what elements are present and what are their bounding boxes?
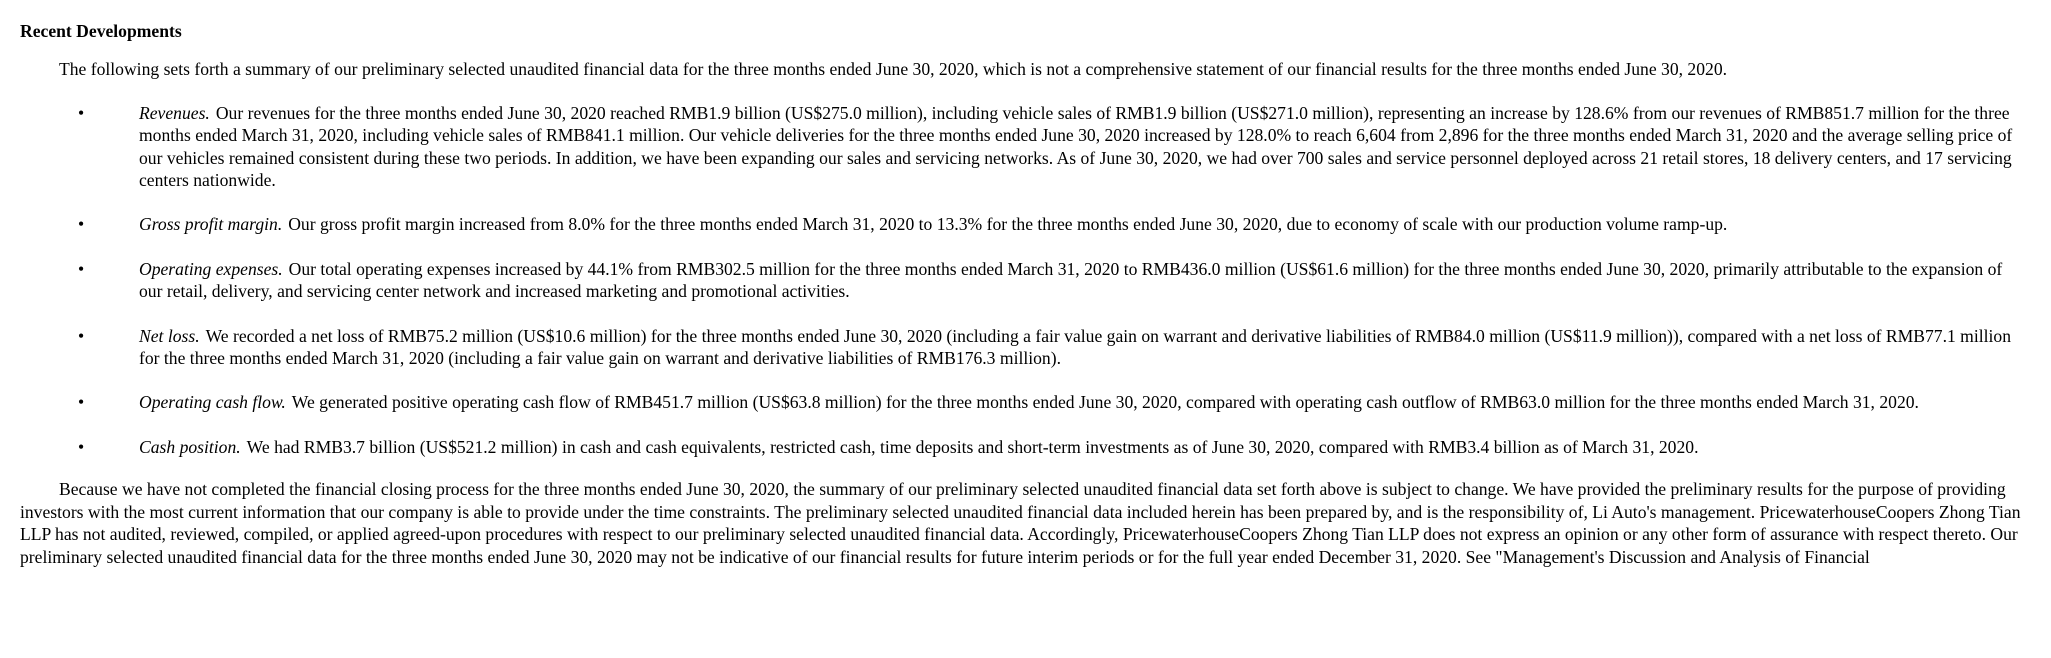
bullet-dot-icon: • (78, 392, 85, 413)
bullet-title: Revenues. (139, 102, 210, 123)
bullet-operating-cash-flow (20, 391, 2030, 413)
bullet-title: Operating cash flow. (139, 392, 286, 413)
bullet-dot-icon: • (78, 258, 85, 279)
bullet-dot-icon: • (78, 102, 85, 123)
section-heading: Recent Developments (20, 21, 182, 41)
summary-bullet-list (20, 102, 2030, 458)
bullet-cash-position (20, 436, 2030, 458)
bullet-dot-icon: • (78, 325, 85, 346)
document-page (20, 20, 2030, 568)
bullet-net-loss (20, 325, 2030, 370)
bullet-dot-icon: • (78, 214, 85, 235)
bullet-title: Operating expenses. (139, 258, 283, 279)
bullet-title: Net loss. (139, 325, 200, 346)
bullet-text: We generated positive operating cash flow of RMB451.7 million (US$63.8 million) for the three months ended June 30, 2020, compared with operating cash outflow of RMB63.0 million for the three months ended March 31, 2020. (291, 392, 1919, 413)
bullet-gross-profit-margin (20, 213, 2030, 235)
closing-paragraph: Because we have not completed the financial closing process for the three months ended June 30, 2020, the summary of our preliminary selected unaudited financial data set forth above is subject to change. We have provided the preliminary results for the purpose of providing investors with the most current information that our company is able to provide under the time constraints. The preliminary selected unaudited financial data included herein has been prepared by, and is the responsibility of, Li Auto's management. PricewaterhouseCoopers Zhong Tian LLP has not audited, reviewed, compiled, or applied agreed-upon procedures with respect to our preliminary selected unaudited financial data. Accordingly, PricewaterhouseCoopers Zhong Tian LLP does not express an opinion or any other form of assurance with respect thereto. Our preliminary selected unaudited financial data for the three months ended June 30, 2020 may not be indicative of our financial results for future interim periods or for the full year ended December 31, 2020. See "Management's Discussion and Analysis of Financial (20, 479, 2021, 567)
bullet-title: Cash position. (139, 436, 241, 457)
bullet-dot-icon: • (78, 436, 85, 457)
bullet-text: Our gross profit margin increased from 8.0% for the three months ended March 31, 2020 to 13.3% for the three months ended June 30, 2020, due to economy of scale with our production volume ramp-up. (288, 214, 1728, 235)
bullet-title: Gross profit margin. (139, 214, 283, 235)
bullet-revenues (20, 102, 2030, 192)
bullet-text: Our total operating expenses increased by 44.1% from RMB302.5 million for the three months ended March 31, 2020 to RMB436.0 million (US$61.6 million) for the three months ended June 30, 2020, primarily attributable to the expansion of our retail, delivery, and servicing center network and increased marketing and promotional activities. (139, 258, 2003, 302)
bullet-text: We recorded a net loss of RMB75.2 million (US$10.6 million) for the three months ended June 30, 2020 (including a fair value gain on warrant and derivative liabilities of RMB84.0 million (US$11.9 million)), compared with a net loss of RMB77.1 million for the three months ended March 31, 2020 (including a fair value gain on warrant and derivative liabilities of RMB176.3 million). (139, 325, 2012, 369)
intro-paragraph: The following sets forth a summary of our preliminary selected unaudited financial data for the three months ended June 30, 2020, which is not a comprehensive statement of our financial results for the three months ended June 30, 2020. (59, 59, 1728, 80)
bullet-operating-expenses (20, 258, 2030, 303)
bullet-text: We had RMB3.7 billion (US$521.2 million) in cash and cash equivalents, restricted cash, time deposits and short-term investments as of June 30, 2020, compared with RMB3.4 billion as of March 31, 2020. (246, 436, 1699, 457)
bullet-text: Our revenues for the three months ended June 30, 2020 reached RMB1.9 billion (US$275.0 million), including vehicle sales of RMB1.9 billion (US$271.0 million), representing an increase by 128.6% from our revenues of RMB851.7 million for the three months ended March 31, 2020, including vehicle sales of RMB841.1 million. Our vehicle deliveries for the three months ended June 30, 2020 increased by 128.0% to reach 6,604 from 2,896 for the three months ended March 31, 2020 and the average selling price of our vehicles remained consistent during these two periods. In addition, we have been expanding our sales and servicing networks. As of June 30, 2020, we had over 700 sales and service personnel deployed across 21 retail stores, 18 delivery centers, and 17 servicing centers nationwide. (139, 102, 2013, 191)
